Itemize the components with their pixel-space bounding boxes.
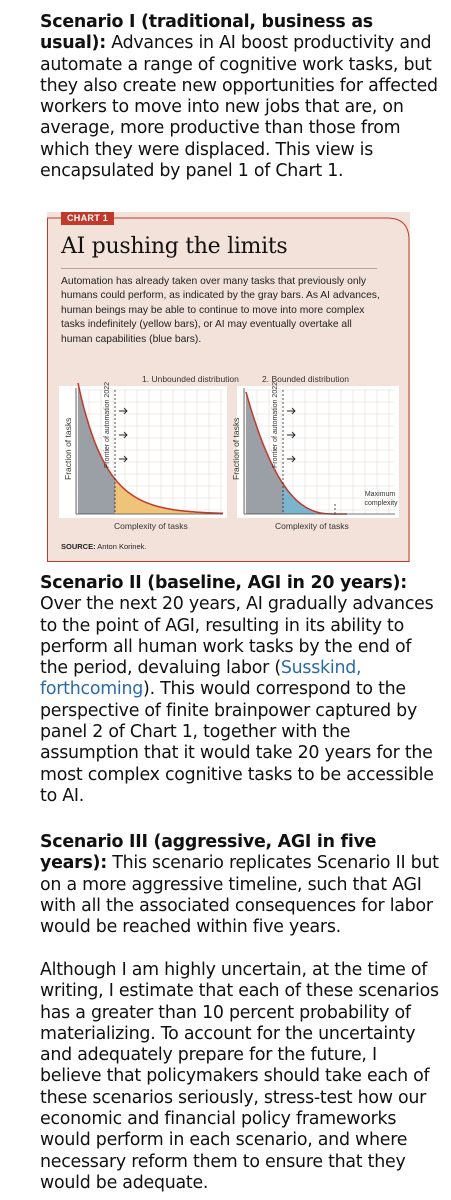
scenario-3-heading: Scenario III (aggressive, AGI in five years): bbox=[40, 832, 377, 874]
chart-tag: CHART 1 bbox=[61, 212, 114, 225]
panel-1 bbox=[59, 374, 239, 531]
panel-1-x-label: Complexity of tasks bbox=[114, 521, 188, 531]
chart-description: Automation has already taken over many tasks that previously only humans could perform, as indicated by the gray bars. As AI advances, human beings may be able to continue to move into more complex tasks indefinitely (yellow bars), or AI may eventually overtake all human capabilities (blue bars). bbox=[61, 276, 380, 345]
chart-source bbox=[61, 542, 146, 551]
panel-2 bbox=[231, 374, 399, 531]
chart-panels bbox=[47, 212, 410, 562]
panel-2-title: 2. Bounded distribution bbox=[262, 374, 349, 384]
scenario-2-text-before: Over the next 20 years, AI gradually advances to the point of AGI, resulting in its ability to perform all human work tasks by the end of the period, devaluing labor ( bbox=[40, 594, 434, 679]
panel-2-frontier-label: Frontier of automation 2022 bbox=[272, 382, 279, 468]
scenario-2-paragraph bbox=[40, 573, 440, 807]
scenario-1-paragraph bbox=[40, 12, 440, 182]
chart-title: AI pushing the limits bbox=[61, 234, 288, 259]
panel-2-bound-label: Maximum complexity bbox=[364, 491, 398, 507]
panel-2-y-label: Fraction of tasks bbox=[231, 417, 241, 480]
scenario-1-heading: Scenario I (traditional, business as usual): bbox=[40, 12, 373, 54]
source-label: SOURCE: bbox=[61, 542, 96, 551]
panel-1-title: 1. Unbounded distribution bbox=[142, 374, 239, 384]
scenario-2-text-after: ). This would correspond to the perspective of finite brainpower captured by panel 2 of Chart 1, together with the assumption that it would take 20 years for the most complex cognitive tasks to be accessible to AI. bbox=[40, 679, 434, 806]
conclusion-paragraph bbox=[40, 960, 440, 1194]
source-text: Anton Korinek. bbox=[95, 542, 147, 551]
chart-1-figure bbox=[47, 212, 410, 562]
panel-1-frontier-label: Frontier of automation 2022 bbox=[104, 382, 111, 468]
scenario-1-text: Advances in AI boost productivity and automate a range of cognitive work tasks, but they also create new opportunities for affected workers to move into new jobs that are, on average, more productive than those from which they were displaced. This view is encapsulated by panel 1 of Chart 1. bbox=[40, 33, 438, 182]
panel-2-x-label: Complexity of tasks bbox=[275, 521, 349, 531]
scenario-3-text: This scenario replicates Scenario II but on a more aggressive timeline, such that AGI with all the associated consequences for labor would be reached within five years. bbox=[40, 853, 439, 938]
conclusion-text: Although I am highly uncertain, at the time of writing, I estimate that each of these scenarios has a greater than 10 percent probability of materializing. To account for the uncertainty and adequately prepare for the future, I believe that policymakers should take each of these scenarios seriously, stress-test how our economic and financial policy frameworks would perform in each scenario, and where necessary reform them to ensure that they would be adequate. bbox=[40, 960, 439, 1193]
susskind-link[interactable]: Susskind, forthcoming bbox=[40, 658, 362, 700]
panel-1-y-label: Fraction of tasks bbox=[63, 417, 73, 480]
scenario-2-heading: Scenario II (baseline, AGI in 20 years): bbox=[40, 573, 407, 593]
scenario-3-paragraph bbox=[40, 832, 440, 938]
